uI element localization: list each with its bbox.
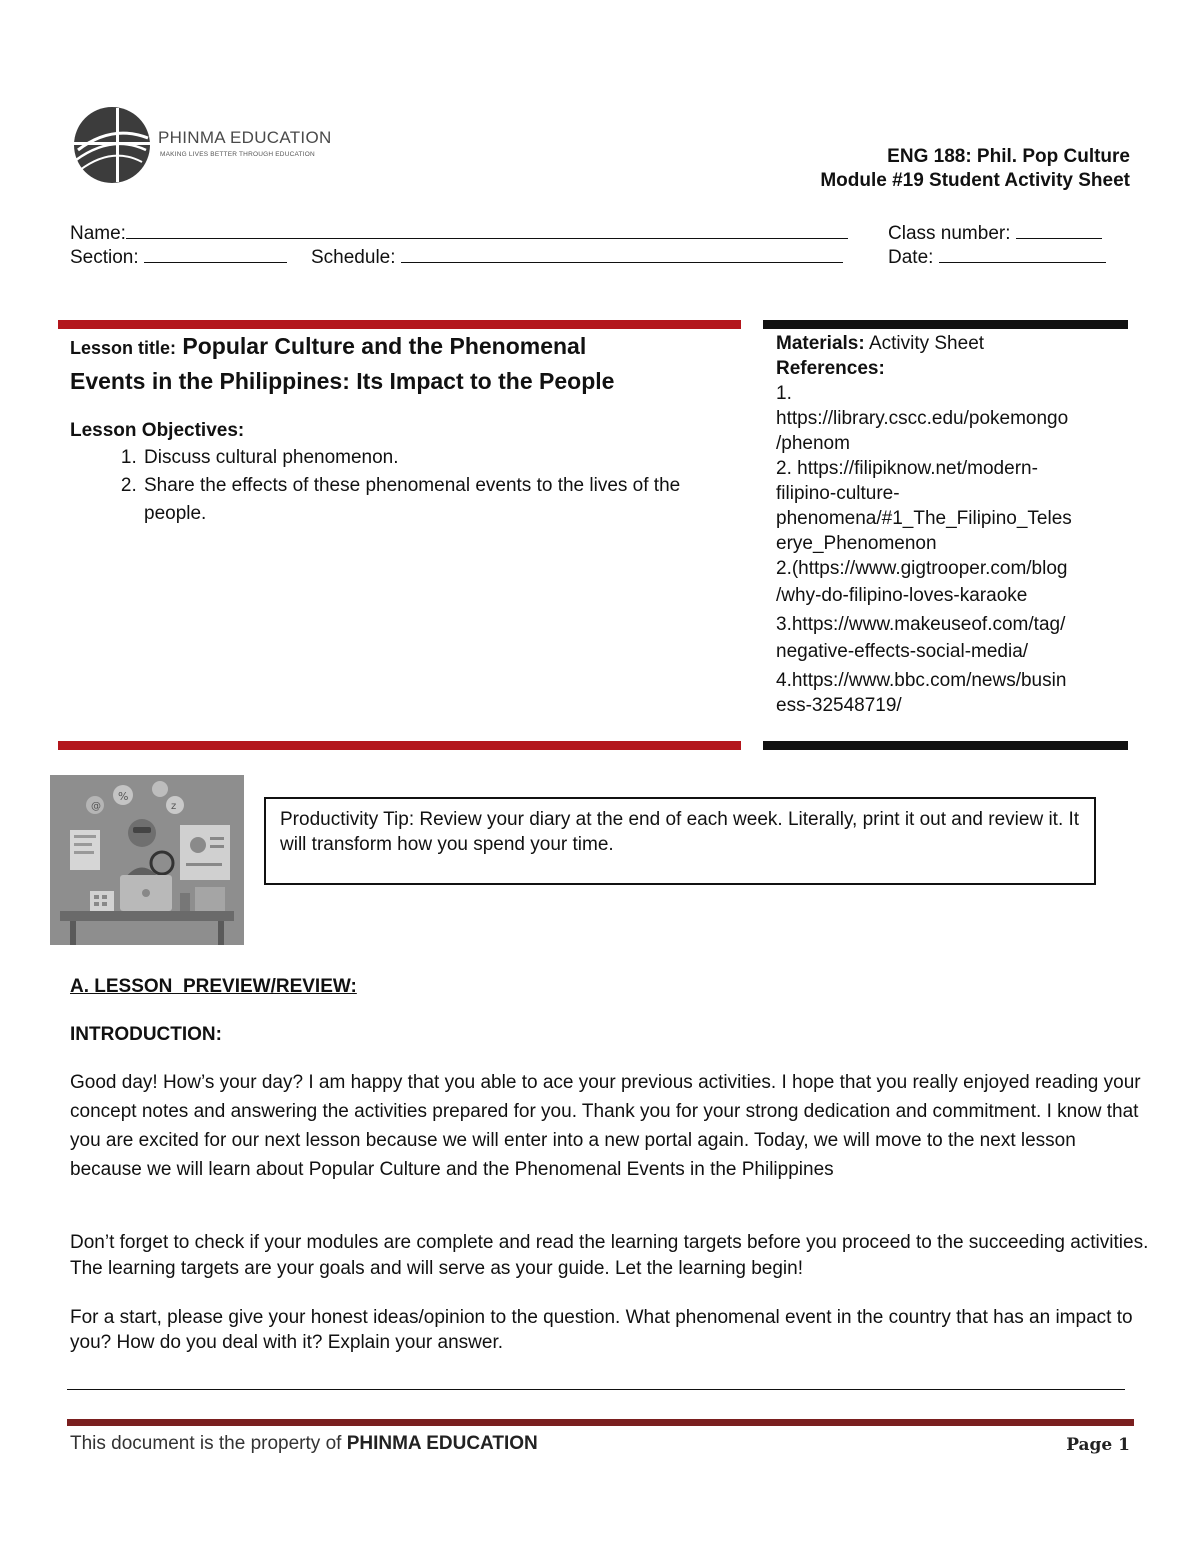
footer-text (70, 1433, 538, 1455)
reference-link[interactable]: filipino-culture- (776, 483, 900, 504)
lesson-title-label: Lesson title: (70, 338, 177, 358)
introduction-heading: INTRODUCTION: (70, 1024, 222, 1045)
materials-line (776, 331, 1126, 356)
reference-link[interactable]: 2. https://filipiknow.net/modern- (776, 458, 1038, 479)
question-paragraph: For a start, please give your honest ideas/opinion to the question. What phenomenal event in the country that has an impact to you? How do you deal with it? Explain your answer. (70, 1307, 1133, 1353)
reference-link[interactable]: /why-do-filipino-loves-karaoke (776, 585, 1028, 606)
name-line[interactable] (126, 221, 848, 239)
productivity-tip-text: Productivity Tip: Review your diary at the end of each week. Literally, print it out and review it. It will transform how you spend your time. (280, 809, 1080, 855)
class-number-field[interactable] (888, 221, 1102, 245)
reference-link[interactable]: 4.https://www.bbc.com/news/busin (776, 670, 1067, 691)
reference-link[interactable]: 2.(https://www.gigtrooper.com/blog (776, 558, 1068, 579)
name-field[interactable] (70, 221, 848, 245)
footer-bar (67, 1419, 1134, 1426)
objectives-heading: Lesson Objectives: (70, 420, 245, 441)
objective-item: 1. Discuss cultural phenomenon. (142, 444, 730, 472)
reference-link[interactable]: erye_Phenomenon (776, 533, 937, 554)
footer-prefix: This document is the property of (70, 1433, 347, 1454)
date-line[interactable] (939, 245, 1106, 263)
answer-line[interactable] (67, 1389, 1125, 1390)
materials-top-bar (763, 320, 1128, 329)
lesson-title (70, 330, 730, 398)
schedule-field[interactable] (311, 245, 843, 269)
date-label: Date: (888, 247, 934, 268)
logo-name: PHINMA EDUCATION (158, 128, 332, 147)
date-field[interactable] (888, 245, 1106, 269)
svg-text:@: @ (91, 801, 101, 812)
lesson-top-bar (58, 320, 741, 329)
reference-link[interactable]: negative-effects-social-media/ (776, 641, 1029, 662)
objective-item: 2. Share the effects of these phenomenal events to the lives of the people. (142, 472, 730, 528)
svg-text:z: z (171, 801, 177, 812)
productivity-tip-box (264, 797, 1096, 885)
course-title: ENG 188: Phil. Pop Culture (887, 146, 1130, 167)
lesson-title-part1: Popular Culture and the Phenomenal (182, 333, 587, 359)
lesson-bottom-bar (58, 741, 741, 750)
class-number-line[interactable] (1016, 221, 1102, 239)
materials-panel (776, 331, 1126, 718)
section-heading: A. LESSON PREVIEW/REVIEW: (70, 976, 357, 997)
reference-link[interactable]: https://library.cscc.edu/pokemongo (776, 408, 1069, 429)
lesson-title-part2: Events in the Philippines: Its Impact to the People (70, 368, 615, 394)
references-label: References: (776, 358, 885, 379)
reference-link[interactable]: /phenom (776, 433, 850, 454)
productivity-illustration (50, 775, 244, 945)
reference-link[interactable]: phenomena/#1_The_Filipino_Teles (776, 508, 1072, 529)
section-field[interactable] (70, 245, 287, 269)
schedule-label: Schedule: (311, 247, 396, 268)
section-line[interactable] (144, 245, 287, 263)
intro-paragraph-2: Don’t forget to check if your modules are complete and read the learning targets before you proceed to the succeeding activities. The learning targets are your goals and will serve as your guide. Let the learning begin! (70, 1232, 1149, 1279)
reference-line: 1. (776, 383, 792, 404)
reference-link[interactable]: 3.https://www.makeuseof.com/tag/ (776, 614, 1066, 635)
schedule-line[interactable] (401, 245, 843, 263)
materials-bottom-bar (763, 741, 1128, 750)
materials-value: Activity Sheet (868, 333, 985, 354)
footer-owner: PHINMA EDUCATION (346, 1433, 538, 1454)
materials-label: Materials: (776, 333, 865, 354)
lesson-panel (70, 330, 730, 528)
section-label: Section: (70, 247, 139, 268)
objectives-list (70, 444, 730, 528)
intro-paragraph-1: Good day! How’s your day? I am happy that you able to ace your previous activities. I hope that you really enjoyed reading your concept notes and answering the activities prepared for you. Thank you for your strong dedication and commitment. I know that you are excited for our next lesson because we will enter into a new portal again. Today, we will move to the next lesson because we will learn about Popular Culture and the Phenomenal Events in the Philippines (70, 1072, 1141, 1180)
page-number: Page 1 (1066, 1435, 1130, 1455)
class-number-label: Class number: (888, 223, 1011, 244)
module-title: Module #19 Student Activity Sheet (820, 170, 1130, 191)
svg-text:%: % (118, 790, 129, 803)
name-label: Name: (70, 223, 126, 244)
logo-tagline: MAKING LIVES BETTER THROUGH EDUCATION (160, 151, 315, 158)
reference-link[interactable]: ess-32548719/ (776, 695, 902, 716)
